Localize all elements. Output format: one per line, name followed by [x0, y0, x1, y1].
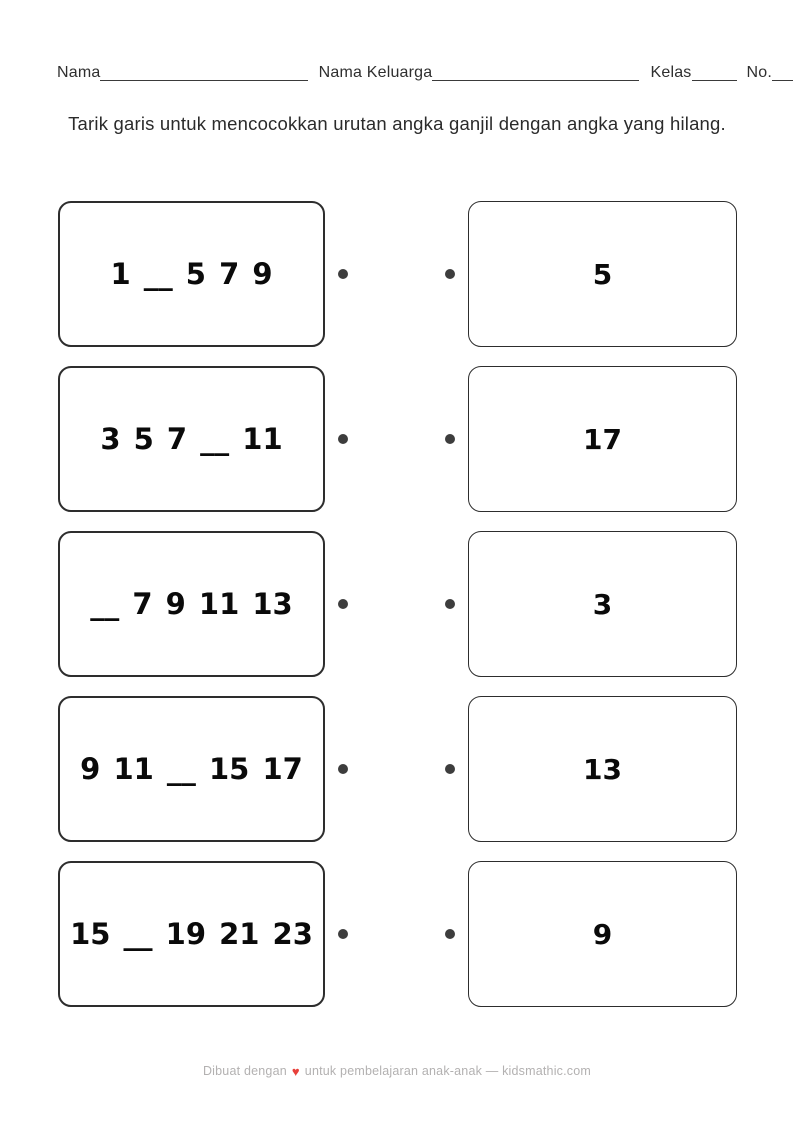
- match-row-3: [58, 531, 737, 677]
- connector-dot-right-3[interactable]: [445, 599, 455, 609]
- connector-dot-right-2[interactable]: [445, 434, 455, 444]
- answer-card-4: 13: [468, 696, 737, 842]
- match-row-5: [58, 861, 737, 1007]
- matching-exercise: [58, 201, 737, 1026]
- connector-dot-left-2[interactable]: [338, 434, 348, 444]
- sequence-card-5: 15 __ 19 21 23: [58, 861, 325, 1007]
- number-field-label: No.: [746, 64, 773, 81]
- family-name-writing-line: [432, 77, 639, 81]
- match-row-2: [58, 366, 737, 512]
- class-field-label: Kelas: [650, 64, 692, 81]
- name-field-label: Nama: [57, 64, 101, 81]
- class-writing-line: [692, 77, 737, 81]
- sequence-card-1: 1 __ 5 7 9: [58, 201, 325, 347]
- footer-credit: [0, 1064, 794, 1078]
- answer-card-1: 5: [468, 201, 737, 347]
- connector-dot-left-5[interactable]: [338, 929, 348, 939]
- number-writing-line: [772, 77, 793, 81]
- connector-dot-left-4[interactable]: [338, 764, 348, 774]
- footer-text-after: untuk pembelajaran anak-anak — kidsmathic.com: [304, 1064, 592, 1078]
- match-row-4: [58, 696, 737, 842]
- connector-dot-left-1[interactable]: [338, 269, 348, 279]
- connector-dot-left-3[interactable]: [338, 599, 348, 609]
- connector-dot-right-5[interactable]: [445, 929, 455, 939]
- sequence-card-2: 3 5 7 __ 11: [58, 366, 325, 512]
- answer-card-5: 9: [468, 861, 737, 1007]
- family-name-field-label: Nama Keluarga: [318, 64, 433, 81]
- connector-dot-right-4[interactable]: [445, 764, 455, 774]
- answer-card-2: 17: [468, 366, 737, 512]
- instruction-text: Tarik garis untuk mencocokkan urutan angka ganjil dengan angka yang hilang.: [68, 113, 726, 134]
- match-row-1: [58, 201, 737, 347]
- sequence-card-3: __ 7 9 11 13: [58, 531, 325, 677]
- footer-text-before: Dibuat dengan: [202, 1064, 287, 1078]
- answer-card-3: 3: [468, 531, 737, 677]
- name-writing-line: [100, 77, 307, 81]
- sequence-card-4: 9 11 __ 15 17: [58, 696, 325, 842]
- header-fields: [57, 64, 793, 83]
- connector-dot-right-1[interactable]: [445, 269, 455, 279]
- heart-icon: ♥: [291, 1063, 300, 1079]
